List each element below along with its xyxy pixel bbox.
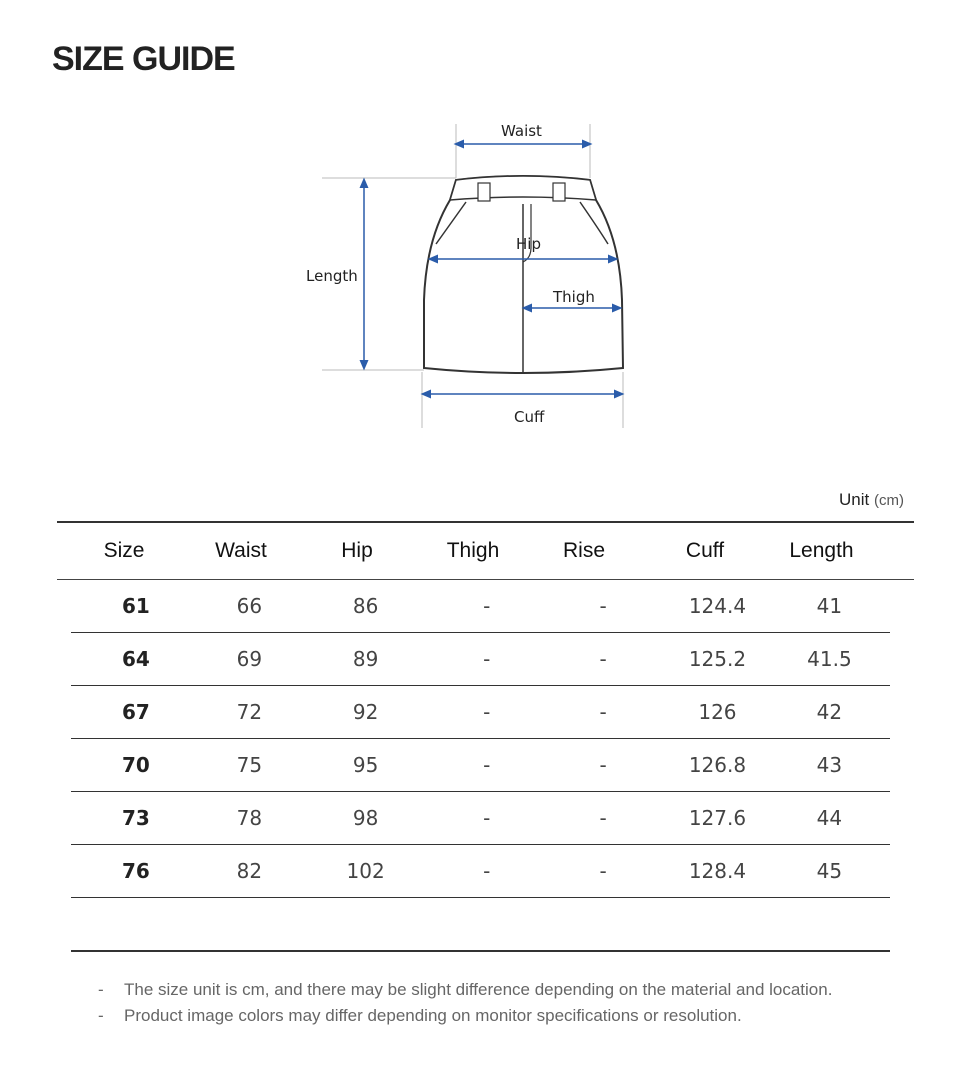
- cell-rise: -: [599, 700, 607, 724]
- cell-rise: -: [599, 594, 607, 618]
- cell-cuff: 125.2: [688, 647, 747, 671]
- cell-hip: 89: [352, 647, 379, 671]
- cell-size: 64: [122, 647, 150, 671]
- thigh-label: Thigh: [553, 288, 595, 306]
- cell-length: 45: [816, 859, 843, 883]
- header-thigh: Thigh: [446, 539, 500, 562]
- note-item: [98, 980, 832, 1006]
- cuff-label: Cuff: [514, 408, 545, 426]
- cell-length: 42: [816, 700, 843, 724]
- cell-rise: -: [599, 647, 607, 671]
- size-notes: [98, 980, 832, 1032]
- cell-size: 73: [122, 806, 150, 830]
- cell-waist: 78: [236, 806, 263, 830]
- header-rise: Rise: [562, 539, 605, 562]
- cell-cuff: 126.8: [688, 753, 747, 777]
- cell-hip: 86: [352, 594, 379, 618]
- page-title: SIZE GUIDE: [52, 40, 235, 78]
- length-label: Length: [306, 267, 358, 285]
- unit-note: [839, 490, 904, 510]
- cell-length: 41.5: [807, 647, 852, 671]
- header-waist: Waist: [215, 539, 267, 562]
- unit-value: (cm): [874, 492, 904, 509]
- size-table-header: [57, 521, 914, 580]
- cell-hip: 92: [352, 700, 379, 724]
- cell-thigh: -: [483, 594, 491, 618]
- cell-waist: 75: [236, 753, 263, 777]
- cell-waist: 72: [236, 700, 263, 724]
- waist-label: Waist: [501, 122, 542, 140]
- table-row: [71, 845, 890, 898]
- cell-length: 43: [816, 753, 843, 777]
- header-cuff: Cuff: [685, 539, 725, 562]
- cell-length: 44: [816, 806, 843, 830]
- table-row: [71, 686, 890, 739]
- note-text: Product image colors may differ depending on monitor specifications or resolution.: [124, 1006, 742, 1025]
- cell-hip: 102: [346, 859, 385, 883]
- note-dash: -: [98, 1006, 104, 1025]
- header-size: Size: [103, 539, 145, 562]
- cell-thigh: -: [483, 859, 491, 883]
- skirt-measurement-diagram: [0, 0, 960, 460]
- cell-hip: 98: [352, 806, 379, 830]
- table-row: [71, 792, 890, 845]
- cell-cuff: 126: [698, 700, 737, 724]
- note-text: The size unit is cm, and there may be slight difference depending on the material and location.: [124, 980, 833, 999]
- table-row: [71, 739, 890, 792]
- cell-size: 67: [122, 700, 150, 724]
- cell-cuff: 124.4: [688, 594, 747, 618]
- size-table: [57, 521, 914, 952]
- note-item: [98, 1006, 832, 1032]
- hip-label: Hip: [516, 235, 541, 253]
- cell-cuff: 128.4: [688, 859, 747, 883]
- cell-waist: 82: [236, 859, 263, 883]
- cell-hip: 95: [352, 753, 379, 777]
- table-row-empty: [71, 898, 890, 952]
- cell-thigh: -: [483, 753, 491, 777]
- note-dash: -: [98, 980, 104, 999]
- header-length: Length: [789, 539, 854, 562]
- skirt-illustration: [0, 0, 960, 460]
- cell-rise: -: [599, 753, 607, 777]
- cell-thigh: -: [483, 806, 491, 830]
- cell-waist: 69: [236, 647, 263, 671]
- cell-length: 41: [816, 594, 843, 618]
- cell-cuff: 127.6: [688, 806, 747, 830]
- cell-waist: 66: [236, 594, 263, 618]
- unit-label: Unit: [839, 490, 870, 509]
- cell-size: 70: [122, 753, 150, 777]
- table-row: [71, 580, 890, 633]
- cell-size: 61: [122, 594, 150, 618]
- cell-rise: -: [599, 859, 607, 883]
- cell-thigh: -: [483, 700, 491, 724]
- cell-size: 76: [122, 859, 150, 883]
- cell-thigh: -: [483, 647, 491, 671]
- header-hip: Hip: [341, 539, 373, 562]
- cell-rise: -: [599, 806, 607, 830]
- table-row: [71, 633, 890, 686]
